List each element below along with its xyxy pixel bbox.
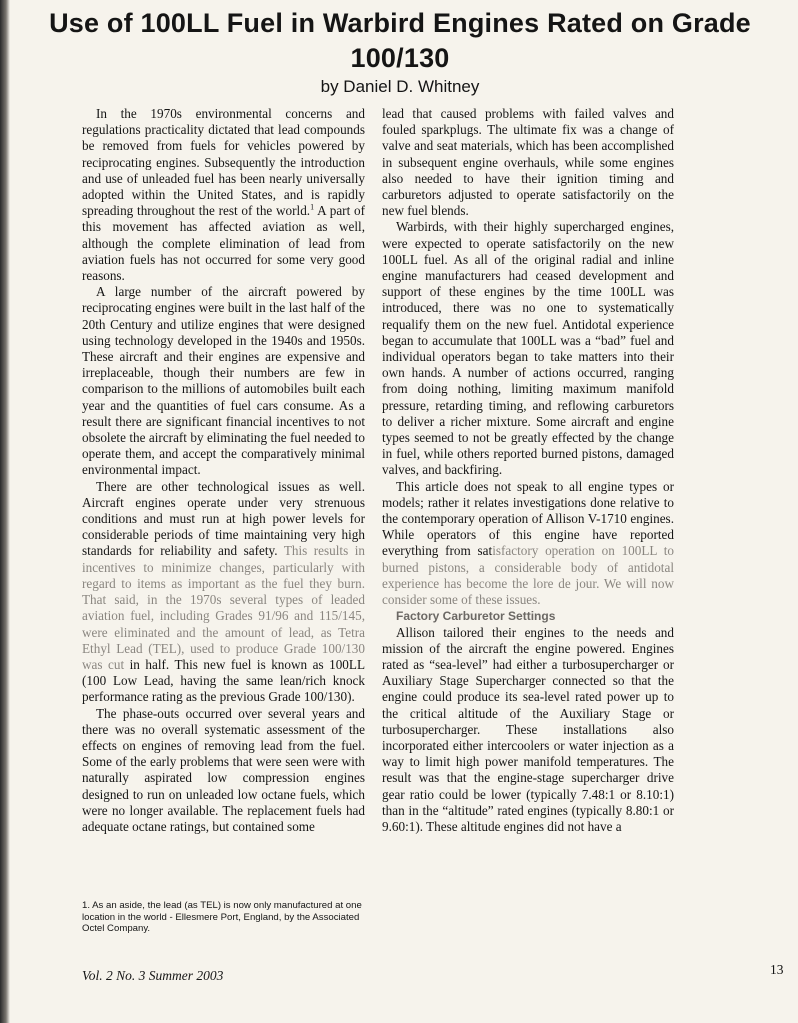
left-column: [82, 106, 365, 835]
section-heading: Factory Carburetor Settings: [396, 609, 556, 624]
right-column: [382, 106, 674, 835]
left-paragraph-1-text: In the 1970s environmental concerns and regulations practicality dictated that lead compounds be removed from fuels for vehicles powered by reciprocating engines. Subsequently the introduction and use of unleaded fuel has been nearly universally adopted within the United States, and is rapidly spreading throughout the rest of the world.: [82, 106, 365, 219]
right-paragraph-3: [382, 479, 674, 609]
left-paragraph-2: A large number of the aircraft powered by reciprocating engines were built in the last half of the 20th Century and utilize engines that were designed using technology developed in the 1940s and 1950s. These aircraft and their engines are expensive and irreplaceable, though their numbers are few in comparison to the millions of automobiles built each year and the quantities of fuel cars consume. As a result there are significant financial incentives to not obsolete the aircraft by eliminating the fuel needed to operate them, and accept the comparatively minimal environmental impact.: [82, 284, 365, 478]
left-paragraph-1: [82, 106, 365, 284]
right-paragraph-3-a: This article does not speak to all engine types or models; rather it relates investigations done relative to the contemporary operation of Allison V-1710 engines. While operators of this engine have reported everything from sat: [382, 478, 674, 559]
left-paragraph-3-b: This results in incentives to minimize changes, particularly with regard to items as important as the fuel they burn. That said, in the 1970s several types of leaded aviation fuel, including Grades 91/96 and 115/145, were eliminated and the amount of lead, as Tetra Ethyl Lead (TEL), used to produce Grade 100/130 was cut: [82, 543, 365, 672]
article-title: Use of 100LL Fuel in Warbird Engines Rated on Grade 100/130: [49, 8, 751, 73]
scan-page-edge: [0, 0, 10, 1023]
footnote: 1. As an aside, the lead (as TEL) is now only manufactured at one location in the world - Ellesmere Port, England, by the Associated Octel Company.: [82, 900, 362, 935]
right-paragraph-4: Allison tailored their engines to the needs and mission of the aircraft the engine powered. Engines rated as “sea-level” had either a turbosupercharger or Auxiliary Stage Supercharger connected so that the engine could produce its sea-level rated power up to the critical altitude of the Auxiliary Stage or turbosupercharger. These installations also incorporated either intercoolers or water injection as a way to limit high power manifold temperatures. The result was that the engine-stage supercharger drive gear ratio could be lower (typically 7.48:1 or 8.10:1) than in the “altitude” rated engines (typically 8.80:1 or 9.60:1). These altitude engines did not have a: [382, 624, 674, 834]
left-paragraph-3-a: There are other technological issues as well. Aircraft engines operate under very strenuous conditions and must run at high power levels for considerable periods of time maintaining very high standards for reliability and safety.: [82, 478, 365, 559]
left-paragraph-1-end: A part of this movement has affected aviation as well, although the complete elimination of lead from aviation fuels has not occurred for some very good reasons.: [82, 203, 365, 284]
right-paragraph-2: Warbirds, with their highly supercharged engines, were expected to operate satisfactorily on the new 100LL fuel. As all of the original radial and inline engine manufacturers had ceased development and support of these engines by the time 100LL was introduced, there was no one to systematically requalify them on the new fuel. Antidotal experience began to accumulate that 100LL was a “bad” fuel and individual operators began to take matters into their own hands. A number of actions occurred, ranging from doing nothing, limiting maximum manifold pressure, retarding timing, and reflowing carburetors to deliver a richer mixture. Some aircraft and engine types seemed to not be greatly effected by the change in fuel, while others reported burned pistons, damaged valves, and backfiring.: [382, 219, 674, 478]
right-paragraph-3-b: isfactory operation on 100LL to burned pistons, a considerable body of antidotal experience has become the lore de jour. We will now consider some of these issues.: [382, 543, 674, 608]
left-paragraph-3-c: in half. This new fuel is known as 100LL (100 Low Lead, having the same lean/rich knock performance rating as the previous Grade 100/130).: [82, 656, 366, 705]
footnote-ref: 1: [310, 202, 315, 212]
page-number: 13: [770, 962, 784, 977]
left-paragraph-4: The phase-outs occurred over several years and there was no overall systematic assessment of the effects on engines of removing lead from the fuel. Some of the early problems that were seen were with naturally aspirated low compression engines designed to run on unleaded low octane fuels, which were no longer available. The replacement fuels had adequate octane ratings, but contained some: [82, 705, 365, 834]
right-paragraph-1: lead that caused problems with failed valves and fouled sparkplugs. The ultimate fix was a change of valve and seat materials, which has been accomplished in subsequent engine overhauls, while some engines also needed to have their ignition timing and carburetors adjusted to operate satisfactorily on the new fuel blends.: [382, 106, 674, 219]
article-byline: by Daniel D. Whitney: [320, 77, 480, 96]
issue-footer: Vol. 2 No. 3 Summer 2003: [82, 968, 224, 983]
left-paragraph-3: [82, 479, 365, 706]
